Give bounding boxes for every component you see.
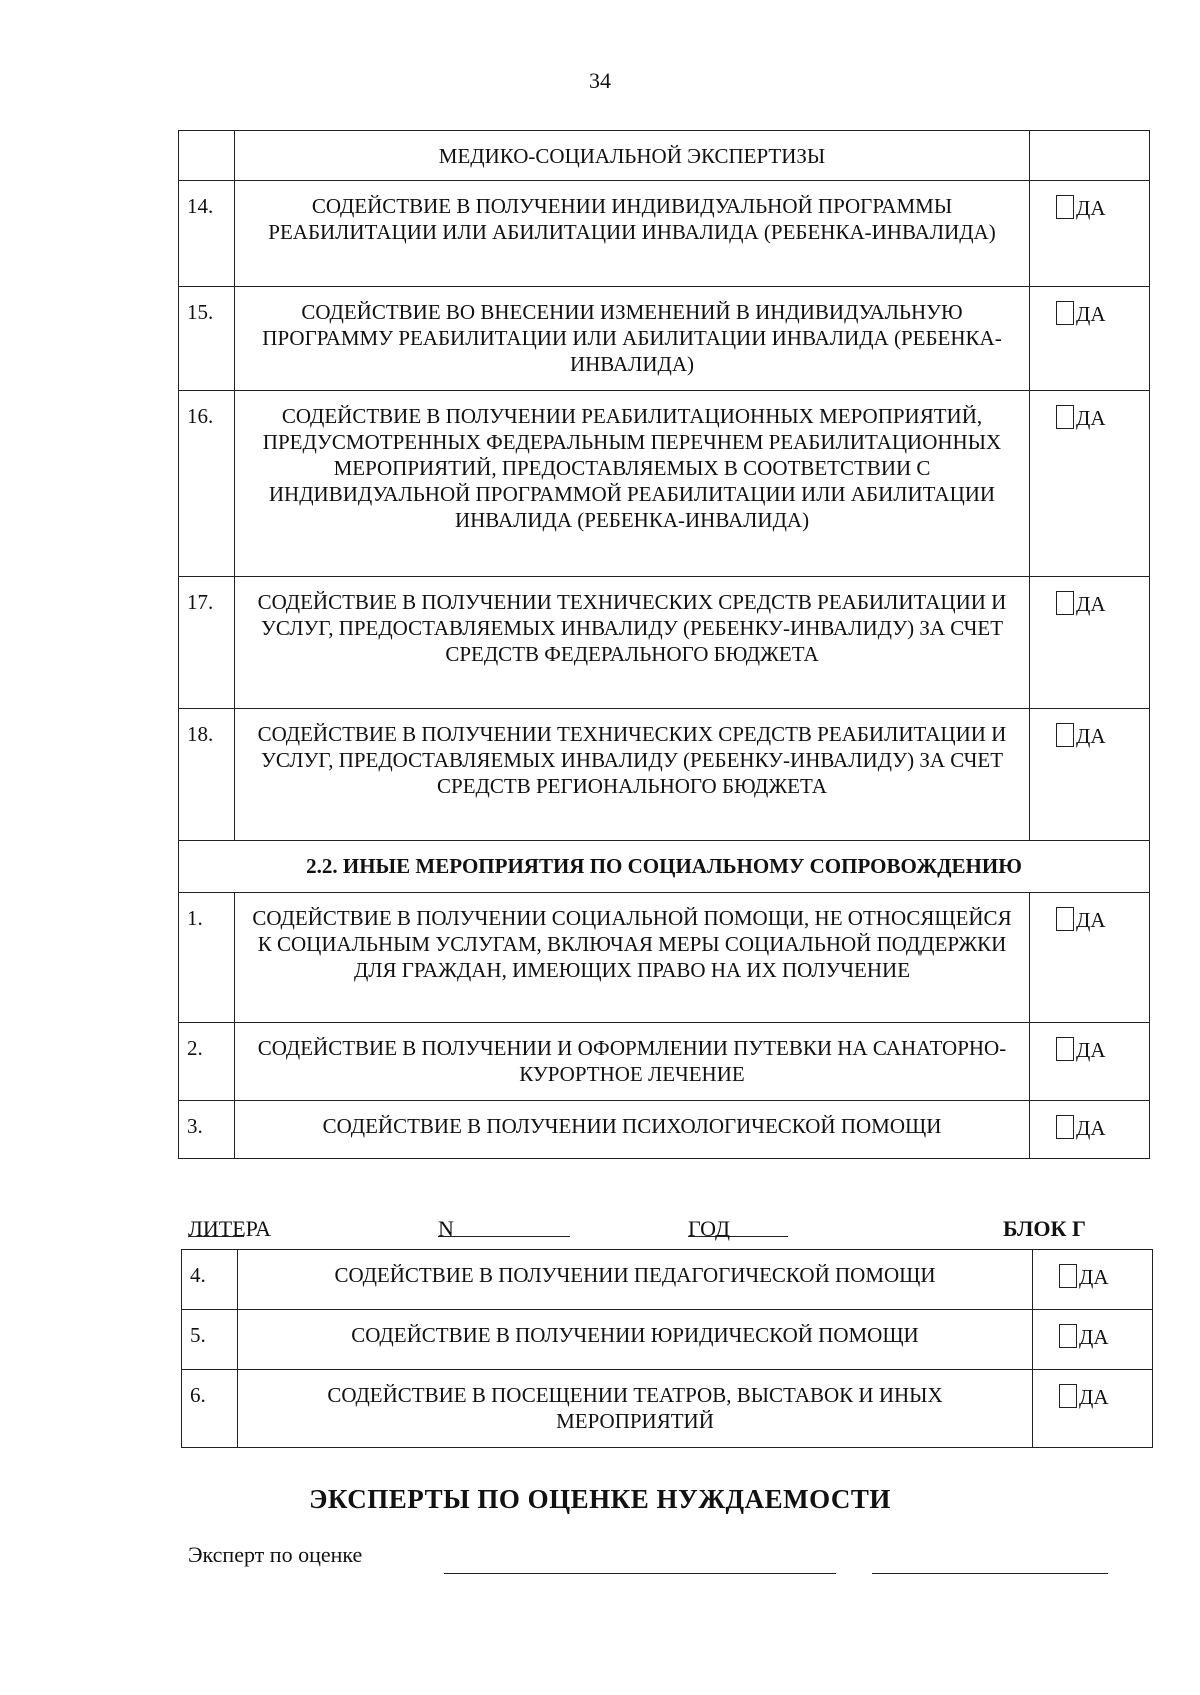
litera-label: ЛИТЕРА xyxy=(188,1216,271,1241)
checkbox-box-icon xyxy=(1056,1115,1074,1139)
table-row xyxy=(179,181,1150,287)
table-row xyxy=(182,1250,1153,1310)
table-row xyxy=(182,1310,1153,1370)
row-text: СОДЕЙСТВИЕ В ПОЛУЧЕНИИ ТЕХНИЧЕСКИХ СРЕДСТВ РЕАБИЛИТАЦИИ И УСЛУГ, ПРЕДОСТАВЛЯЕМЫХ ИНВАЛИДУ (РЕБЕНКУ-ИНВАЛИДУ) ЗА СЧЕТ СРЕДСТВ ФЕДЕРАЛЬНОГО БЮДЖЕТА xyxy=(235,577,1030,709)
yes-checkbox[interactable] xyxy=(1056,195,1106,221)
yes-checkbox[interactable] xyxy=(1056,1037,1106,1063)
row-number: 6. xyxy=(182,1370,238,1448)
checkbox-label: ДА xyxy=(1076,196,1106,220)
row-text: СОДЕЙСТВИЕ В ПОЛУЧЕНИИ СОЦИАЛЬНОЙ ПОМОЩИ, НЕ ОТНОСЯЩЕЙСЯ К СОЦИАЛЬНЫМ УСЛУГАМ, ВКЛЮЧАЯ МЕРЫ СОЦИАЛЬНОЙ ПОДДЕРЖКИ ДЛЯ ГРАЖДАН, ИМЕЮЩИХ ПРАВО НА ИХ ПОЛУЧЕНИЕ xyxy=(235,893,1030,1023)
checkbox-box-icon xyxy=(1059,1324,1077,1348)
checkbox-box-icon xyxy=(1056,723,1074,747)
checkbox-box-icon xyxy=(1056,195,1074,219)
section-heading: 2.2. ИНЫЕ МЕРОПРИЯТИЯ ПО СОЦИАЛЬНОМУ СОПРОВОЖДЕНИЮ xyxy=(179,841,1150,893)
table-row xyxy=(179,893,1150,1023)
checkbox-label: ДА xyxy=(1076,592,1106,616)
row-number: 2. xyxy=(179,1023,235,1101)
table-row xyxy=(179,287,1150,391)
checkbox-box-icon xyxy=(1056,301,1074,325)
checkbox-label: ДА xyxy=(1076,1116,1106,1140)
page-number: 34 xyxy=(589,68,611,93)
services-table-block-g xyxy=(181,1249,1153,1448)
yes-checkbox[interactable] xyxy=(1056,405,1106,431)
checkbox-label: ДА xyxy=(1076,1038,1106,1062)
table-header-cell: МЕДИКО-СОЦИАЛЬНОЙ ЭКСПЕРТИЗЫ xyxy=(235,131,1030,181)
yes-checkbox[interactable] xyxy=(1056,301,1106,327)
row-number: 14. xyxy=(179,181,235,287)
row-text: СОДЕЙСТВИЕ В ПОЛУЧЕНИИ ТЕХНИЧЕСКИХ СРЕДСТВ РЕАБИЛИТАЦИИ И УСЛУГ, ПРЕДОСТАВЛЯЕМЫХ ИНВАЛИДУ (РЕБЕНКУ-ИНВАЛИДУ) ЗА СЧЕТ СРЕДСТВ РЕГИОНАЛЬНОГО БЮДЖЕТА xyxy=(235,709,1030,841)
checkbox-box-icon xyxy=(1056,405,1074,429)
expert-label: Эксперт по оценке xyxy=(188,1542,363,1567)
yes-checkbox[interactable] xyxy=(1059,1264,1109,1290)
row-text: СОДЕЙСТВИЕ В ПОЛУЧЕНИИ ИНДИВИДУАЛЬНОЙ ПРОГРАММЫ РЕАБИЛИТАЦИИ ИЛИ АБИЛИТАЦИИ ИНВАЛИДА (РЕБЕНКА-ИНВАЛИДА) xyxy=(235,181,1030,287)
litera-field[interactable] xyxy=(188,1216,271,1243)
checkbox-box-icon xyxy=(1056,1037,1074,1061)
row-number: 16. xyxy=(179,391,235,577)
checkbox-label: ДА xyxy=(1076,406,1106,430)
row-number: 3. xyxy=(179,1101,235,1159)
row-text: СОДЕЙСТВИЕ В ПОЛУЧЕНИИ РЕАБИЛИТАЦИОННЫХ МЕРОПРИЯТИЙ, ПРЕДУСМОТРЕННЫХ ФЕДЕРАЛЬНЫМ ПЕРЕЧНЕМ РЕАБИЛИТАЦИОННЫХ МЕРОПРИЯТИЙ, ПРЕДОСТАВЛЯЕМЫХ В СООТВЕТСТВИИ С ИНДИВИДУАЛЬНОЙ ПРОГРАММОЙ РЕАБИЛИТАЦИИ ИЛИ АБИЛИТАЦИИ ИНВАЛИДА (РЕБЕНКА-ИНВАЛИДА) xyxy=(235,391,1030,577)
row-text: СОДЕЙСТВИЕ В ПОЛУЧЕНИИ ЮРИДИЧЕСКОЙ ПОМОЩИ xyxy=(238,1310,1033,1370)
row-text: СОДЕЙСТВИЕ В ПОЛУЧЕНИИ ПЕДАГОГИЧЕСКОЙ ПОМОЩИ xyxy=(238,1250,1033,1310)
row-number: 4. xyxy=(182,1250,238,1310)
checkbox-box-icon xyxy=(1059,1384,1077,1408)
services-table-main xyxy=(178,130,1150,1159)
row-text: СОДЕЙСТВИЕ В ПОЛУЧЕНИИ И ОФОРМЛЕНИИ ПУТЕВКИ НА САНАТОРНО-КУРОРТНОЕ ЛЕЧЕНИЕ xyxy=(235,1023,1030,1101)
yes-checkbox[interactable] xyxy=(1056,591,1106,617)
row-number: 17. xyxy=(179,577,235,709)
row-number: 15. xyxy=(179,287,235,391)
yes-checkbox[interactable] xyxy=(1059,1384,1109,1410)
table-row xyxy=(179,709,1150,841)
expert-name-line[interactable] xyxy=(444,1572,836,1574)
row-number: 18. xyxy=(179,709,235,841)
checkbox-box-icon xyxy=(1056,907,1074,931)
row-number: 5. xyxy=(182,1310,238,1370)
expert-signature-row xyxy=(188,1542,1108,1576)
expert-signature-line[interactable] xyxy=(872,1572,1108,1574)
section-heading-row xyxy=(179,841,1150,893)
row-text: СОДЕЙСТВИЕ В ПОСЕЩЕНИИ ТЕАТРОВ, ВЫСТАВОК И ИНЫХ МЕРОПРИЯТИЙ xyxy=(238,1370,1033,1448)
yes-checkbox[interactable] xyxy=(1056,1115,1106,1141)
table-row xyxy=(179,577,1150,709)
row-number: 1. xyxy=(179,893,235,1023)
number-label: N xyxy=(438,1216,454,1241)
year-label: ГОД xyxy=(688,1216,730,1241)
year-field[interactable] xyxy=(688,1216,788,1243)
checkbox-box-icon xyxy=(1056,591,1074,615)
table-row xyxy=(179,131,1150,181)
block-label: БЛОК Г xyxy=(1003,1216,1086,1241)
checkbox-label: ДА xyxy=(1076,908,1106,932)
experts-heading: ЭКСПЕРТЫ ПО ОЦЕНКЕ НУЖДАЕМОСТИ xyxy=(309,1484,891,1514)
checkbox-label: ДА xyxy=(1079,1265,1109,1289)
table-row xyxy=(179,1023,1150,1101)
checkbox-label: ДА xyxy=(1076,302,1106,326)
checkbox-label: ДА xyxy=(1076,724,1106,748)
yes-checkbox[interactable] xyxy=(1056,723,1106,749)
yes-checkbox[interactable] xyxy=(1059,1324,1109,1350)
row-text: СОДЕЙСТВИЕ В ПОЛУЧЕНИИ ПСИХОЛОГИЧЕСКОЙ ПОМОЩИ xyxy=(235,1101,1030,1159)
yes-checkbox[interactable] xyxy=(1056,907,1106,933)
number-blank[interactable] xyxy=(438,1216,570,1237)
table-row xyxy=(179,1101,1150,1159)
checkbox-label: ДА xyxy=(1079,1385,1109,1409)
checkbox-label: ДА xyxy=(1079,1325,1109,1349)
table-row xyxy=(179,391,1150,577)
table-row xyxy=(182,1370,1153,1448)
number-field[interactable] xyxy=(438,1216,570,1243)
litera-line xyxy=(188,1216,1108,1248)
checkbox-box-icon xyxy=(1059,1264,1077,1288)
row-text: СОДЕЙСТВИЕ ВО ВНЕСЕНИИ ИЗМЕНЕНИЙ В ИНДИВИДУАЛЬНУЮ ПРОГРАММУ РЕАБИЛИТАЦИИ ИЛИ АБИЛИТАЦИИ ИНВАЛИДА (РЕБЕНКА-ИНВАЛИДА) xyxy=(235,287,1030,391)
